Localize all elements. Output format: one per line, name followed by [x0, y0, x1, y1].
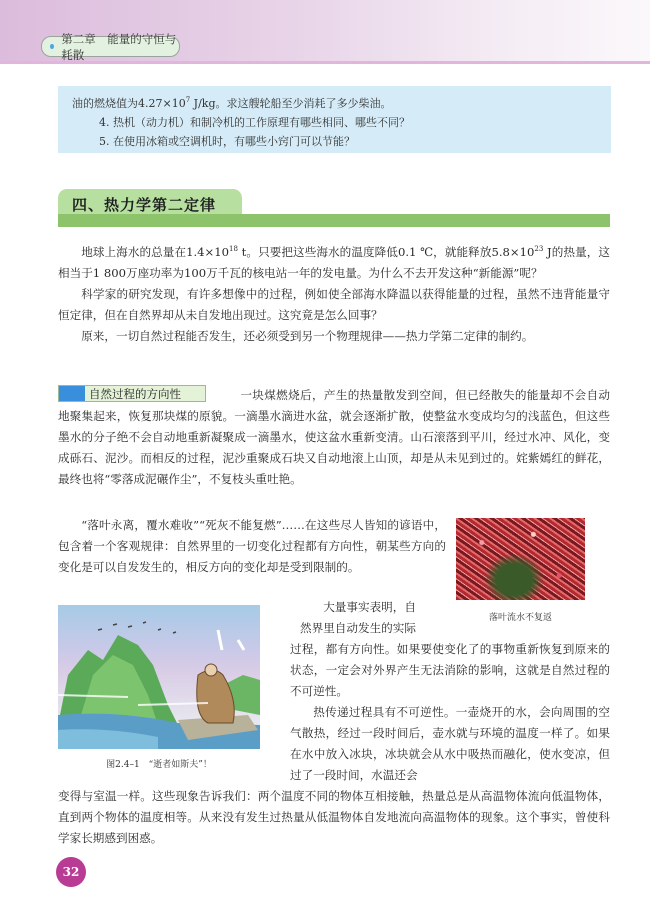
chapter-label: [41, 31, 180, 62]
exercise-box: [58, 86, 611, 153]
bullet-dot-icon: [50, 44, 54, 49]
subsection-paragraph-3-rest: 过程，都有方向性。如果要使变化了的事物重新恢复到原来的状态，一定会对外界产生无法消除的影响，这就是自然过程的不可逆性。 热传递过程具有不可逆性。一壶烧开的水，会向周围的空气散热，经过一段时间后，壶水就与环境的温度一样了。如果在水中放入冰块，冰块就会从水中吸热而融化，使水变凉，但过了一段时间，水温还会: [290, 639, 610, 786]
intro-paragraph-1: 地球上海水的总量在$1.4\times 10^{18}$ t。只要把这些海水的温度降低0.1 ℃，就能释放$5.8\times 10^{23}$ J的热量，这相当于1 800万座功率为100万千瓦的核电站一年的发电量。为什么不去开发这种“新能源”呢？: [58, 245, 611, 280]
exercise-item-4: 4. 热机（动力机）和制冷机的工作原理有哪些相同、哪些不同？: [99, 116, 410, 129]
subsection-paragraph-4-end: 变得与室温一样。这些现象告诉我们：两个温度不同的物体互相接触，热量总是从高温物体流向低温物体，直到两个物体的温度相等。从来没有发生过热量从低温物体自发地流向高温物体的现象。这个事实，曾使科学家长期感到困惑。: [58, 789, 610, 845]
intro-paragraph-3: 原来，一切自然过程能否发生，还必须受到另一个物理规律——热力学第二定律的制约。: [81, 329, 534, 343]
section-title: 四、热力学第二定律: [58, 189, 242, 216]
exercise-item-5: 5. 在使用冰箱或空调机时，有哪些小窍门可以节能？: [99, 135, 355, 148]
river-scene-icon: [58, 605, 260, 749]
subsection-paragraph-4: 热传递过程具有不可逆性。一壶烧开的水，会向周围的空气散热，经过一段时间后，壶水就与环境的温度一样了。如果在水中放入冰块，冰块就会从水中吸热而融化，使水变凉，但过了一段时间，水温还会: [290, 705, 610, 782]
intro-paragraph-2: 科学家的研究发现，有许多想像中的过程，例如使全部海水降温以获得能量的过程，虽然不违背能量守恒定律，但在自然界却从未自发地出现过。这究竟是怎么回事？: [58, 287, 610, 322]
subsection-heading: 自然过程的方向性: [58, 385, 206, 402]
river-illustration: [58, 605, 260, 749]
chapter-title: 第二章 能量的守恒与耗散: [61, 31, 177, 62]
subsection-paragraph-1: 自然过程的方向性 一块煤燃烧后，产生的热量散发到空间，但已经散失的能量却不会自动地聚集起来，恢复那块煤的原貌。一滴墨水滴进水盆，就会逐渐扩散，使整盆水变成均匀的浅蓝色，但这些墨水的分子绝不会自动地重新凝聚成一滴墨水，使这盆水重新变清。山石滚落到平川，经过水冲、风化，变成砾石、泥沙。而相反的过程，泥沙重聚成石块又自动地滚上山顶，却是从未见到过的。姹紫嫣红的鲜花，最终也将“零落成泥碾作尘”，不复枝头重吐艳。: [58, 387, 610, 486]
subsection-paragraph-3-start: 大量事实表明，自 然界里自动发生的实际: [300, 600, 416, 635]
intro-text: [58, 239, 610, 347]
fallen-leaves-photo: [456, 518, 585, 600]
exercise-line-1: 油的燃烧值为$4.27\times 10^7$ J/kg。求这艘轮船至少消耗了多少柴油。: [72, 96, 392, 110]
leaves-caption: 落叶流水不复返: [488, 613, 552, 623]
page-header: [0, 0, 650, 64]
subsection-paragraph-2: “落叶永离，覆水难收”“死灰不能复燃”……在这些尽人皆知的谚语中，包含着一个客观规律：自然界里的一切变化过程都有方向性，朝某些方向的变化是可以自发发生的，相反方向的变化却是受到限制的。: [58, 518, 446, 574]
figure-caption: 图2.4–1 “逝者如斯夫”！: [106, 760, 212, 770]
page-number-badge: 32: [56, 857, 86, 887]
section-divider-bar: [58, 214, 610, 227]
